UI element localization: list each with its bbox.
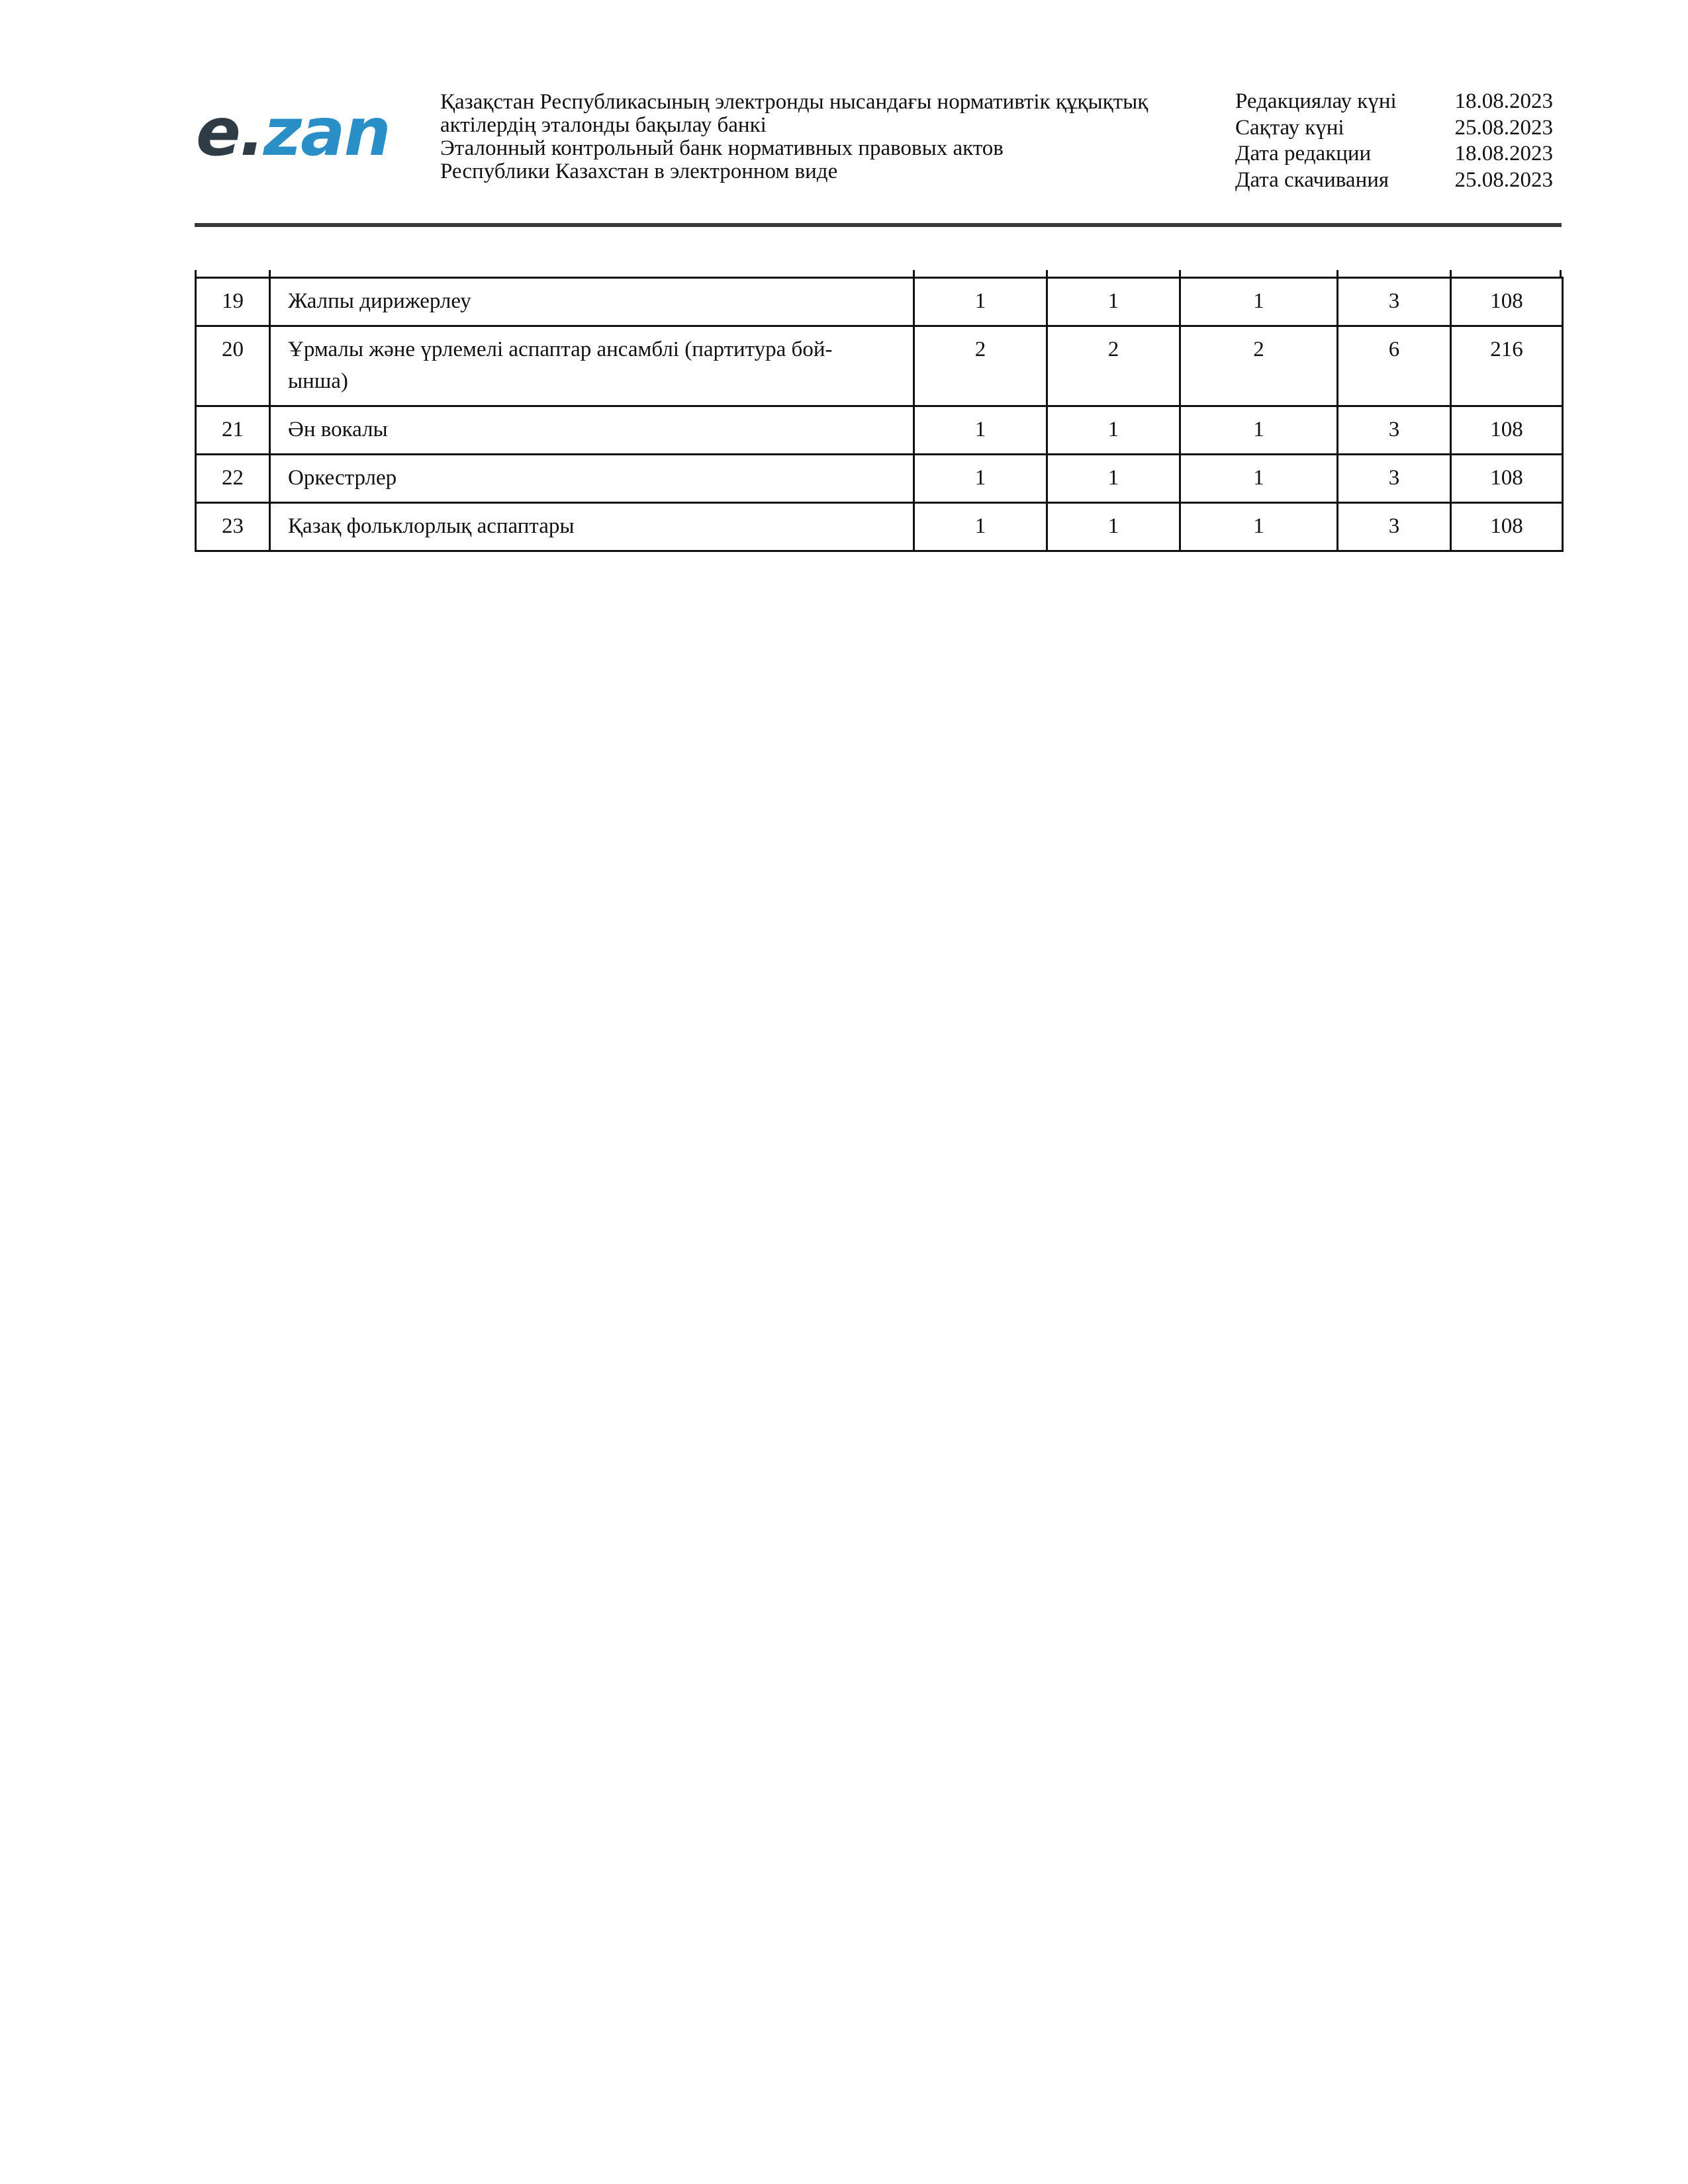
row-number: 19 xyxy=(196,278,270,326)
hours-cell: 2 xyxy=(1047,326,1180,406)
hours-cell: 1 xyxy=(1047,503,1180,551)
meta-label: Сақтау күні xyxy=(1235,115,1344,140)
ezan-logo xyxy=(196,93,390,171)
meta-row-download-date-ru xyxy=(1235,167,1553,194)
meta-value: 25.08.2023 xyxy=(1454,115,1553,140)
header-divider xyxy=(195,223,1562,227)
header-title-line-1: Қазақстан Республикасының электронды нысандағы нормативтік құқықтық xyxy=(440,90,1149,114)
table-row xyxy=(196,278,1563,326)
hours-sum-cell: 108 xyxy=(1451,503,1563,551)
curriculum-table xyxy=(195,277,1564,552)
hours-total-cell: 3 xyxy=(1338,455,1451,503)
hours-sum-cell: 108 xyxy=(1451,455,1563,503)
meta-label: Дата редакции xyxy=(1235,142,1372,165)
meta-label: Дата скачивания xyxy=(1235,167,1389,192)
hours-cell: 1 xyxy=(1047,406,1180,455)
hours-cell: 1 xyxy=(914,406,1047,455)
hours-cell: 2 xyxy=(1180,326,1338,406)
meta-row-edit-date-ru xyxy=(1235,141,1553,167)
subject-name: Жалпы дирижерлеу xyxy=(270,278,914,326)
logo-letter-e: e xyxy=(196,93,240,171)
hours-cell: 1 xyxy=(1180,455,1338,503)
subject-name xyxy=(270,326,914,406)
hours-cell: 1 xyxy=(914,455,1047,503)
header-title-line-3: Эталонный контрольный банк нормативных правовых актов xyxy=(440,136,1004,160)
meta-value: 18.08.2023 xyxy=(1454,89,1553,113)
meta-value: 25.08.2023 xyxy=(1454,167,1553,192)
hours-cell: 1 xyxy=(1047,455,1180,503)
hours-cell: 1 xyxy=(914,503,1047,551)
subject-name: Ән вокалы xyxy=(270,406,914,455)
table-row xyxy=(196,455,1563,503)
subject-name: Қазақ фольклорлық аспаптары xyxy=(270,503,914,551)
row-number: 23 xyxy=(196,503,270,551)
header-title-block xyxy=(440,91,1201,183)
hours-sum-cell: 216 xyxy=(1451,326,1563,406)
hours-total-cell: 6 xyxy=(1338,326,1451,406)
subject-name-text: Ұрмалы және үрлемелі аспаптар ансамблі (партитура бой- ынша) xyxy=(288,338,833,393)
table-row xyxy=(196,406,1563,455)
hours-cell: 1 xyxy=(1180,406,1338,455)
table-row xyxy=(196,503,1563,551)
header-title-line-4: Республики Казахстан в электронном виде xyxy=(440,159,838,183)
hours-cell: 1 xyxy=(1180,278,1338,326)
meta-row-save-date-kz xyxy=(1235,115,1553,142)
hours-sum-cell: 108 xyxy=(1451,406,1563,455)
header-title-line-2: актілердің эталонды бақылау банкі xyxy=(440,113,767,137)
hours-sum-cell: 108 xyxy=(1451,278,1563,326)
hours-total-cell: 3 xyxy=(1338,278,1451,326)
subject-name: Оркестрлер xyxy=(270,455,914,503)
hours-total-cell: 3 xyxy=(1338,406,1451,455)
row-number: 22 xyxy=(196,455,270,503)
hours-cell: 2 xyxy=(914,326,1047,406)
header-meta-block xyxy=(1235,89,1553,193)
meta-value: 18.08.2023 xyxy=(1454,142,1553,165)
hours-cell: 1 xyxy=(1180,503,1338,551)
row-number: 21 xyxy=(196,406,270,455)
table-row xyxy=(196,326,1563,406)
hours-cell: 1 xyxy=(1047,278,1180,326)
logo-dot: . xyxy=(239,93,263,171)
meta-row-edit-date-kz xyxy=(1235,89,1553,115)
row-number: 20 xyxy=(196,326,270,406)
logo-zan: zan xyxy=(263,93,390,171)
hours-cell: 1 xyxy=(914,278,1047,326)
hours-total-cell: 3 xyxy=(1338,503,1451,551)
meta-label: Редакциялау күні xyxy=(1235,89,1397,113)
